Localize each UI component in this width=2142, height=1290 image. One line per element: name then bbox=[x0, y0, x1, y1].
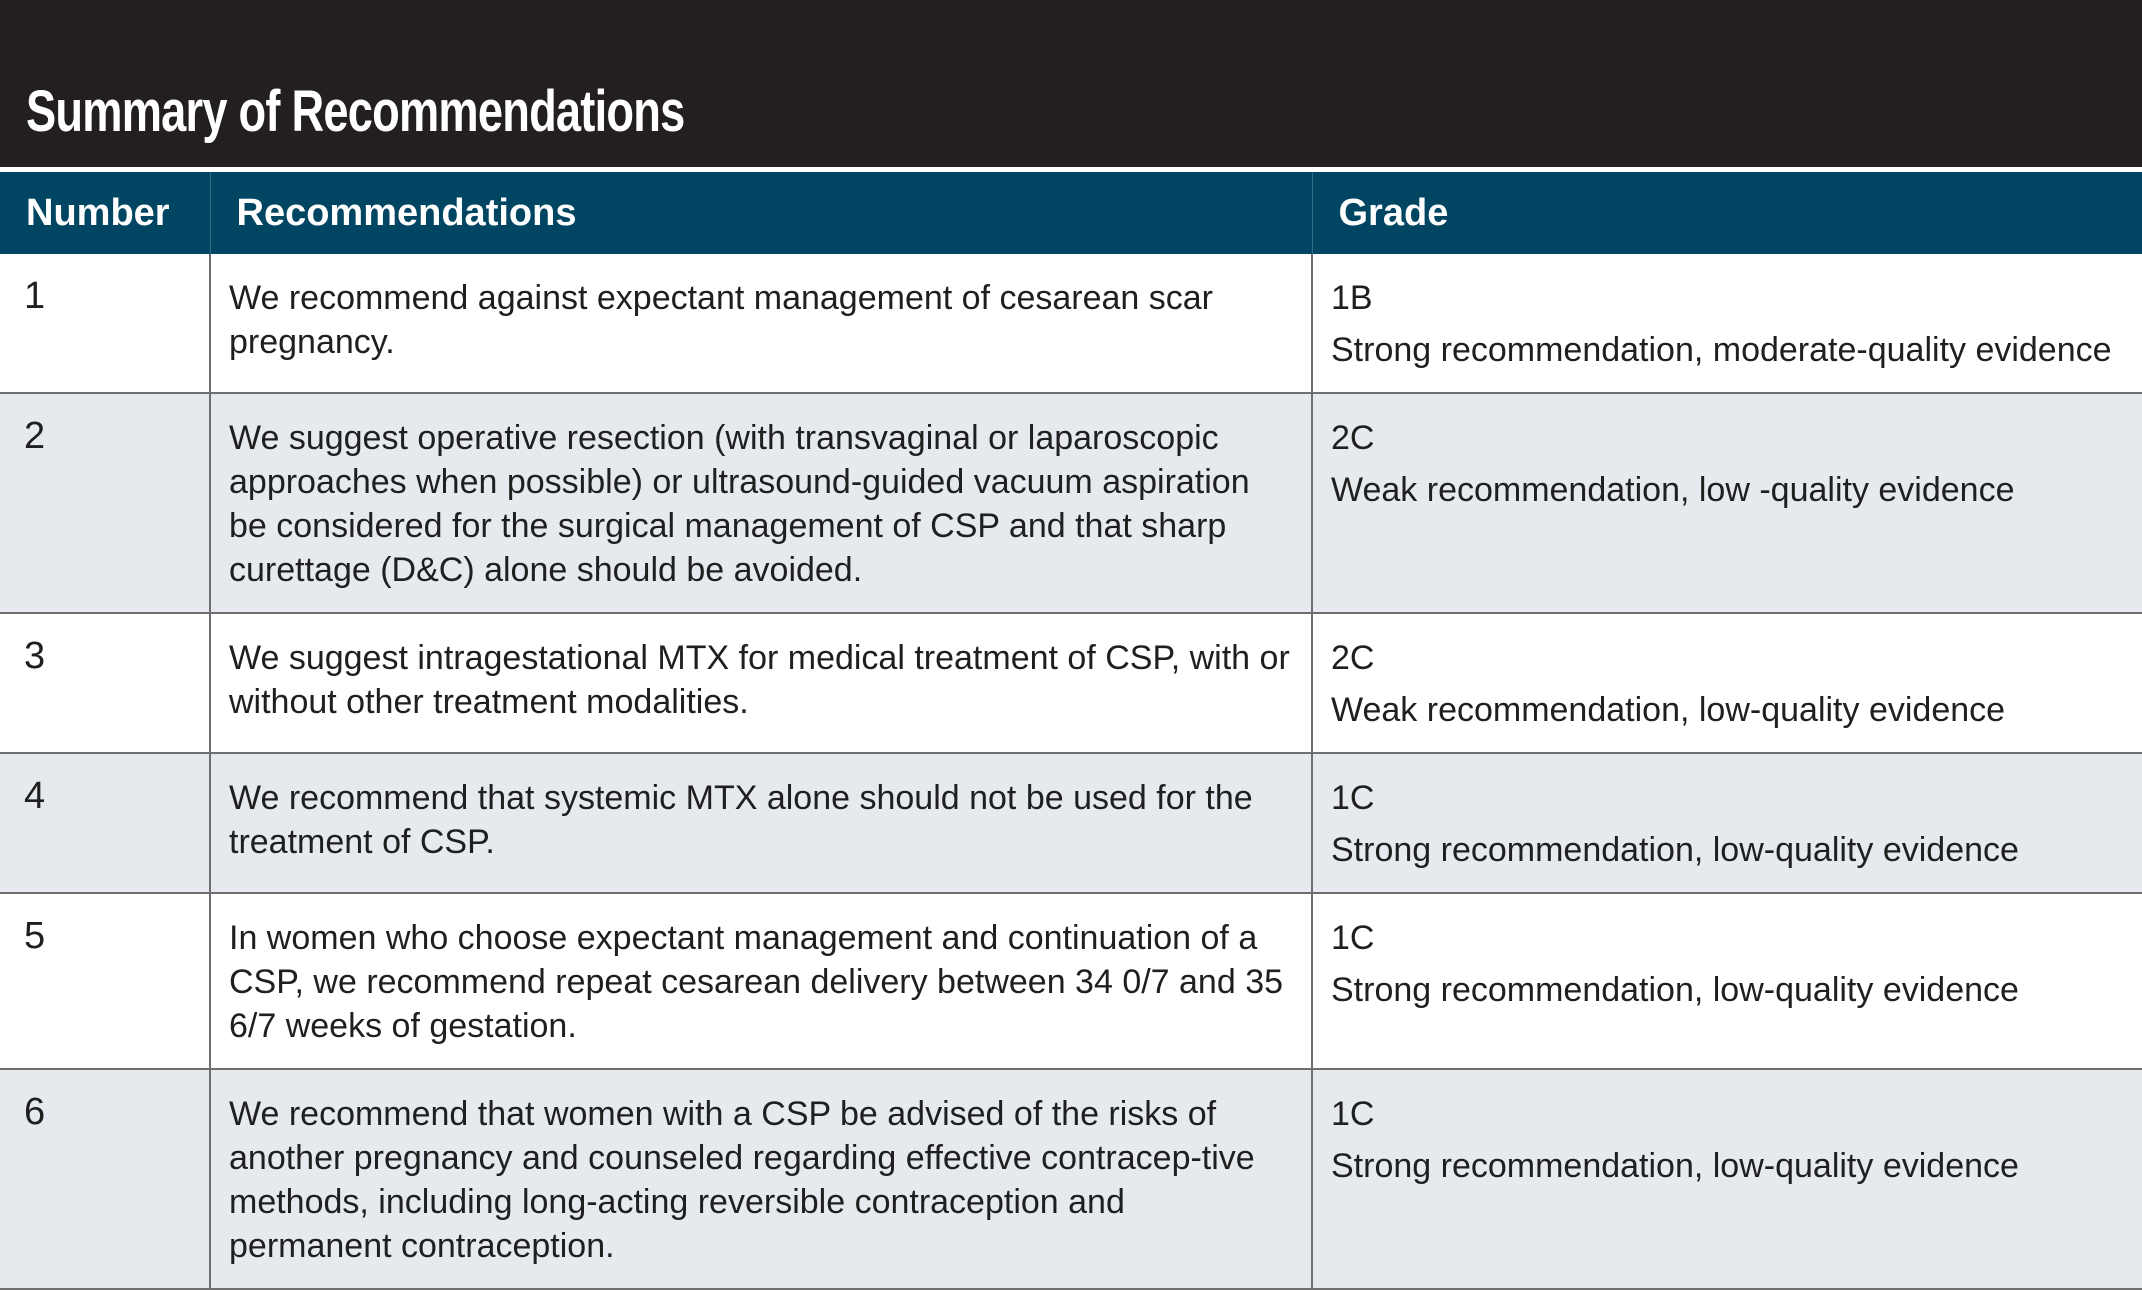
recommendation-text: We recommend that women with a CSP be advised of the risks of another pregnancy and counseled regarding effective contracep-tive methods, including long-acting reversible contraception and permanent contraception. bbox=[210, 1069, 1312, 1289]
recommendation-text: We suggest intragestational MTX for medical treatment of CSP, with or without other treatment modalities. bbox=[210, 613, 1312, 753]
grade-code: 2C bbox=[1331, 639, 1375, 677]
grade-cell bbox=[1312, 254, 2142, 393]
recommendations-table bbox=[0, 172, 2142, 1290]
table-row bbox=[0, 1069, 2142, 1289]
header-recommendations: Recommendations bbox=[210, 172, 1312, 254]
row-number: 1 bbox=[0, 254, 210, 393]
recommendation-text: We recommend against expectant management of cesarean scar pregnancy. bbox=[210, 254, 1312, 393]
grade-cell bbox=[1312, 1069, 2142, 1289]
title-banner bbox=[0, 0, 2142, 170]
grade-cell bbox=[1312, 893, 2142, 1069]
grade-description: Weak recommendation, low-quality evidence bbox=[1331, 691, 2006, 729]
grade-description: Strong recommendation, low-quality evidence bbox=[1331, 971, 2019, 1009]
row-number: 5 bbox=[0, 893, 210, 1069]
row-number: 2 bbox=[0, 393, 210, 613]
recommendation-text: We recommend that systemic MTX alone should not be used for the treatment of CSP. bbox=[210, 753, 1312, 893]
table-row bbox=[0, 254, 2142, 393]
grade-code: 1C bbox=[1331, 919, 1375, 957]
page-title: Summary of Recommendations bbox=[26, 79, 685, 144]
header-grade: Grade bbox=[1338, 191, 1449, 234]
table-body bbox=[0, 254, 2142, 1289]
grade-code: 1C bbox=[1331, 779, 1375, 817]
grade-code: 2C bbox=[1331, 419, 1375, 457]
recommendation-text: In women who choose expectant management and continuation of a CSP, we recommend repeat cesarean delivery between 34 0/7 and 35 6/7 weeks of gestation. bbox=[210, 893, 1312, 1069]
grade-description: Strong recommendation, moderate-quality evidence bbox=[1331, 331, 2112, 369]
grade-cell bbox=[1312, 753, 2142, 893]
table-row bbox=[0, 753, 2142, 893]
grade-description: Strong recommendation, low-quality evidence bbox=[1331, 831, 2019, 869]
grade-code: 1B bbox=[1331, 279, 1373, 317]
row-number: 3 bbox=[0, 613, 210, 753]
grade-code: 1C bbox=[1331, 1095, 1375, 1133]
grade-cell bbox=[1312, 393, 2142, 613]
row-number: 6 bbox=[0, 1069, 210, 1289]
row-number: 4 bbox=[0, 753, 210, 893]
header-number: Number bbox=[0, 172, 210, 254]
grade-cell bbox=[1312, 613, 2142, 753]
table-row bbox=[0, 393, 2142, 613]
grade-description: Strong recommendation, low-quality evidence bbox=[1331, 1147, 2019, 1185]
header-row bbox=[0, 172, 2142, 254]
table-row bbox=[0, 893, 2142, 1069]
grade-description: Weak recommendation, low -quality evidence bbox=[1331, 471, 2015, 509]
recommendation-text: We suggest operative resection (with transvaginal or laparoscopic approaches when possible) or ultrasound-guided vacuum aspiration be considered for the surgical management of CSP and that sharp curettage (D&C) alone should be avoided. bbox=[210, 393, 1312, 613]
table-header bbox=[0, 172, 2142, 254]
table-row bbox=[0, 613, 2142, 753]
